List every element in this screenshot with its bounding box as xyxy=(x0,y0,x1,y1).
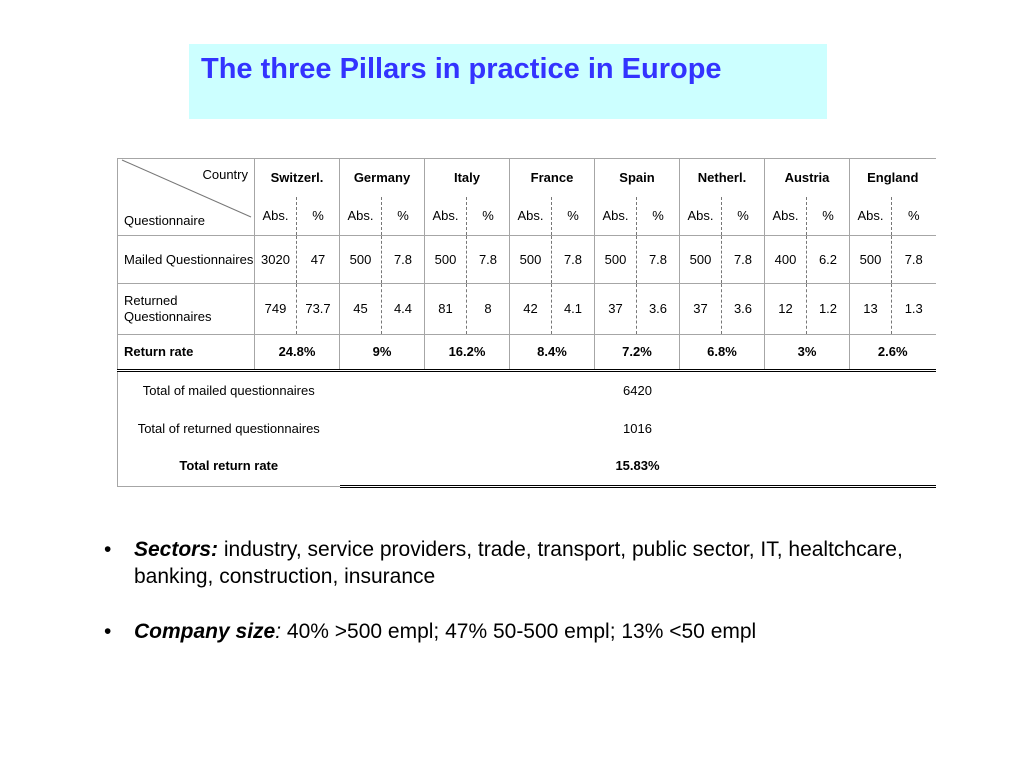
returned-pct: 73.7 xyxy=(297,284,340,335)
return-rate-value: 3% xyxy=(765,335,850,371)
returned-pct: 3.6 xyxy=(722,284,765,335)
country-header: Country xyxy=(202,167,248,182)
returned-abs: 13 xyxy=(850,284,892,335)
bullet-company-size xyxy=(100,618,980,645)
mailed-abs: 3020 xyxy=(255,236,297,284)
returned-abs: 42 xyxy=(510,284,552,335)
total-rate-value: 15.83% xyxy=(340,447,936,487)
pct-header: % xyxy=(297,197,340,236)
total-returned-label: Total of returned questionnaires xyxy=(118,411,340,447)
total-rate-label: Total return rate xyxy=(118,447,340,487)
returned-abs: 37 xyxy=(595,284,637,335)
total-rate-row xyxy=(118,447,936,487)
total-returned-value: 1016 xyxy=(623,420,652,436)
returned-abs: 749 xyxy=(255,284,297,335)
abs-header: Abs. xyxy=(765,197,807,236)
pct-header: % xyxy=(552,197,595,236)
pct-header: % xyxy=(722,197,765,236)
returned-pct: 4.4 xyxy=(382,284,425,335)
bullet-text: industry, service providers, trade, transport, public sector, IT, healtchcare, banking, construction, insurance xyxy=(134,538,903,588)
returned-abs: 12 xyxy=(765,284,807,335)
pct-header: % xyxy=(382,197,425,236)
returned-pct: 1.3 xyxy=(892,284,936,335)
returned-row xyxy=(118,284,936,335)
mailed-abs: 500 xyxy=(595,236,637,284)
pct-header: % xyxy=(807,197,850,236)
mailed-pct: 47 xyxy=(297,236,340,284)
return-rate-value: 9% xyxy=(340,335,425,371)
returned-abs: 37 xyxy=(680,284,722,335)
returned-pct: 3.6 xyxy=(637,284,680,335)
title-box xyxy=(189,44,827,119)
abs-header: Abs. xyxy=(680,197,722,236)
page-title: The three Pillars in practice in Europe xyxy=(201,53,722,85)
bullet-key: Company size xyxy=(134,620,276,643)
return-rate-value: 6.8% xyxy=(680,335,765,371)
mailed-abs: 500 xyxy=(425,236,467,284)
returned-pct: 8 xyxy=(467,284,510,335)
total-mailed-row xyxy=(118,371,936,411)
country-header-cell: Austria xyxy=(765,159,850,197)
mailed-label: Mailed Questionnaires xyxy=(118,236,255,284)
country-header-cell: Spain xyxy=(595,159,680,197)
survey-table xyxy=(117,158,936,488)
returned-pct: 4.1 xyxy=(552,284,595,335)
returned-label: Returned Questionnaires xyxy=(118,284,255,335)
country-header-cell: France xyxy=(510,159,595,197)
mailed-abs: 500 xyxy=(680,236,722,284)
return-rate-row xyxy=(118,335,936,371)
abs-header: Abs. xyxy=(595,197,637,236)
country-header-cell: Italy xyxy=(425,159,510,197)
corner-cell xyxy=(118,159,255,236)
abs-header: Abs. xyxy=(510,197,552,236)
return-rate-value: 2.6% xyxy=(850,335,936,371)
mailed-pct: 7.8 xyxy=(637,236,680,284)
return-rate-value: 16.2% xyxy=(425,335,510,371)
bullet-key: Sectors: xyxy=(134,538,219,561)
mailed-abs: 500 xyxy=(340,236,382,284)
mailed-row xyxy=(118,236,936,284)
country-header-cell: Netherl. xyxy=(680,159,765,197)
questionnaire-header: Questionnaire xyxy=(124,213,205,228)
total-mailed-label: Total of mailed questionnaires xyxy=(118,371,340,411)
return-rate-label: Return rate xyxy=(118,335,255,371)
return-rate-value: 24.8% xyxy=(255,335,340,371)
bullet-colon: : xyxy=(275,620,282,643)
abs-header: Abs. xyxy=(850,197,892,236)
bullet-text: 40% >500 empl; 47% 50-500 empl; 13% <50 empl xyxy=(286,620,757,643)
abs-header: Abs. xyxy=(340,197,382,236)
pct-header: % xyxy=(637,197,680,236)
pct-header: % xyxy=(467,197,510,236)
mailed-pct: 6.2 xyxy=(807,236,850,284)
country-header-cell: England xyxy=(850,159,936,197)
abs-header: Abs. xyxy=(425,197,467,236)
returned-abs: 81 xyxy=(425,284,467,335)
mailed-abs: 500 xyxy=(510,236,552,284)
returned-abs: 45 xyxy=(340,284,382,335)
pct-header: % xyxy=(892,197,936,236)
return-rate-value: 7.2% xyxy=(595,335,680,371)
mailed-abs: 400 xyxy=(765,236,807,284)
bullet-dot: • xyxy=(104,538,112,561)
mailed-pct: 7.8 xyxy=(382,236,425,284)
country-header-cell: Germany xyxy=(340,159,425,197)
abs-header: Abs. xyxy=(255,197,297,236)
returned-pct: 1.2 xyxy=(807,284,850,335)
total-mailed-value: 6420 xyxy=(623,383,652,399)
bullet-list xyxy=(100,536,980,673)
return-rate-value: 8.4% xyxy=(510,335,595,371)
bullet-sectors xyxy=(100,536,980,590)
mailed-pct: 7.8 xyxy=(892,236,936,284)
mailed-abs: 500 xyxy=(850,236,892,284)
mailed-pct: 7.8 xyxy=(722,236,765,284)
mailed-pct: 7.8 xyxy=(552,236,595,284)
total-returned-row xyxy=(118,411,936,447)
mailed-pct: 7.8 xyxy=(467,236,510,284)
country-header-cell: Switzerl. xyxy=(255,159,340,197)
bullet-dot: • xyxy=(104,620,112,643)
